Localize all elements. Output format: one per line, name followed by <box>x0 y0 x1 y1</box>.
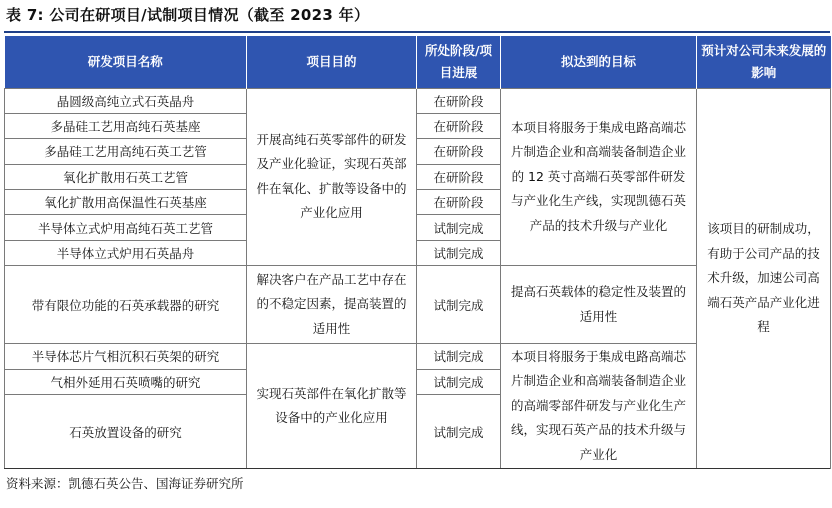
source-note: 资料来源：凯德石英公告、国海证券研究所 <box>6 476 244 491</box>
table-bottom-rule <box>4 468 830 469</box>
project-status: 在研阶段 <box>417 139 501 164</box>
project-name: 半导体立式炉用石英晶舟 <box>5 240 247 265</box>
project-purpose: 解决客户在产品工艺中存在的不稳定因素，提高装置的适用性 <box>247 266 417 344</box>
project-name: 多晶硅工艺用高纯石英基座 <box>5 113 247 138</box>
table-row <box>5 88 831 113</box>
project-target: 本项目将服务于集成电路高端芯片制造企业和高端装备制造企业的 12 英寸高端石英零部件研发与产业化生产线，实现凯德石英产品的技术升级与产业化 <box>501 88 697 266</box>
project-name: 石英放置设备的研究 <box>5 395 247 469</box>
project-target: 本项目将服务于集成电路高端芯片制造企业和高端装备制造企业的高端零部件研发与产业化生产线，实现石英产品的技术升级与产业化 <box>501 344 697 469</box>
project-status: 试制完成 <box>417 395 501 469</box>
project-name: 半导体芯片气相沉积石英架的研究 <box>5 344 247 369</box>
project-name: 氧化扩散用石英工艺管 <box>5 164 247 189</box>
project-status: 试制完成 <box>417 240 501 265</box>
table-title: 表 7: 公司在研项目/试制项目情况（截至 2023 年） <box>6 6 370 24</box>
table-header-row <box>5 36 831 88</box>
project-status: 在研阶段 <box>417 190 501 215</box>
project-status: 试制完成 <box>417 215 501 240</box>
project-status: 在研阶段 <box>417 164 501 189</box>
project-purpose: 开展高纯石英零部件的研发及产业化验证，实现石英部件在氧化、扩散等设备中的产业化应用 <box>247 88 417 266</box>
research-projects-table <box>4 36 831 469</box>
project-name: 气相外延用石英喷嘴的研究 <box>5 369 247 394</box>
header-project-name: 研发项目名称 <box>5 36 247 88</box>
header-target: 拟达到的目标 <box>501 36 697 88</box>
project-status: 试制完成 <box>417 369 501 394</box>
project-status: 在研阶段 <box>417 113 501 138</box>
title-divider <box>4 31 830 33</box>
project-status: 在研阶段 <box>417 88 501 113</box>
header-project-stage: 所处阶段/项目进展 <box>417 36 501 88</box>
project-name: 带有限位功能的石英承载器的研究 <box>5 266 247 344</box>
header-impact: 预计对公司未来发展的影响 <box>697 36 831 88</box>
project-purpose: 实现石英部件在氧化扩散等设备中的产业化应用 <box>247 344 417 469</box>
project-target: 提高石英载体的稳定性及装置的适用性 <box>501 266 697 344</box>
project-name: 氧化扩散用高保温性石英基座 <box>5 190 247 215</box>
header-project-purpose: 项目目的 <box>247 36 417 88</box>
project-status: 试制完成 <box>417 266 501 344</box>
project-name: 晶圆级高纯立式石英晶舟 <box>5 88 247 113</box>
project-impact: 该项目的研制成功，有助于公司产品的技术升级，加速公司高端石英产品产业化进程 <box>697 88 831 469</box>
project-status: 试制完成 <box>417 344 501 369</box>
project-name: 半导体立式炉用高纯石英工艺管 <box>5 215 247 240</box>
project-name: 多晶硅工艺用高纯石英工艺管 <box>5 139 247 164</box>
